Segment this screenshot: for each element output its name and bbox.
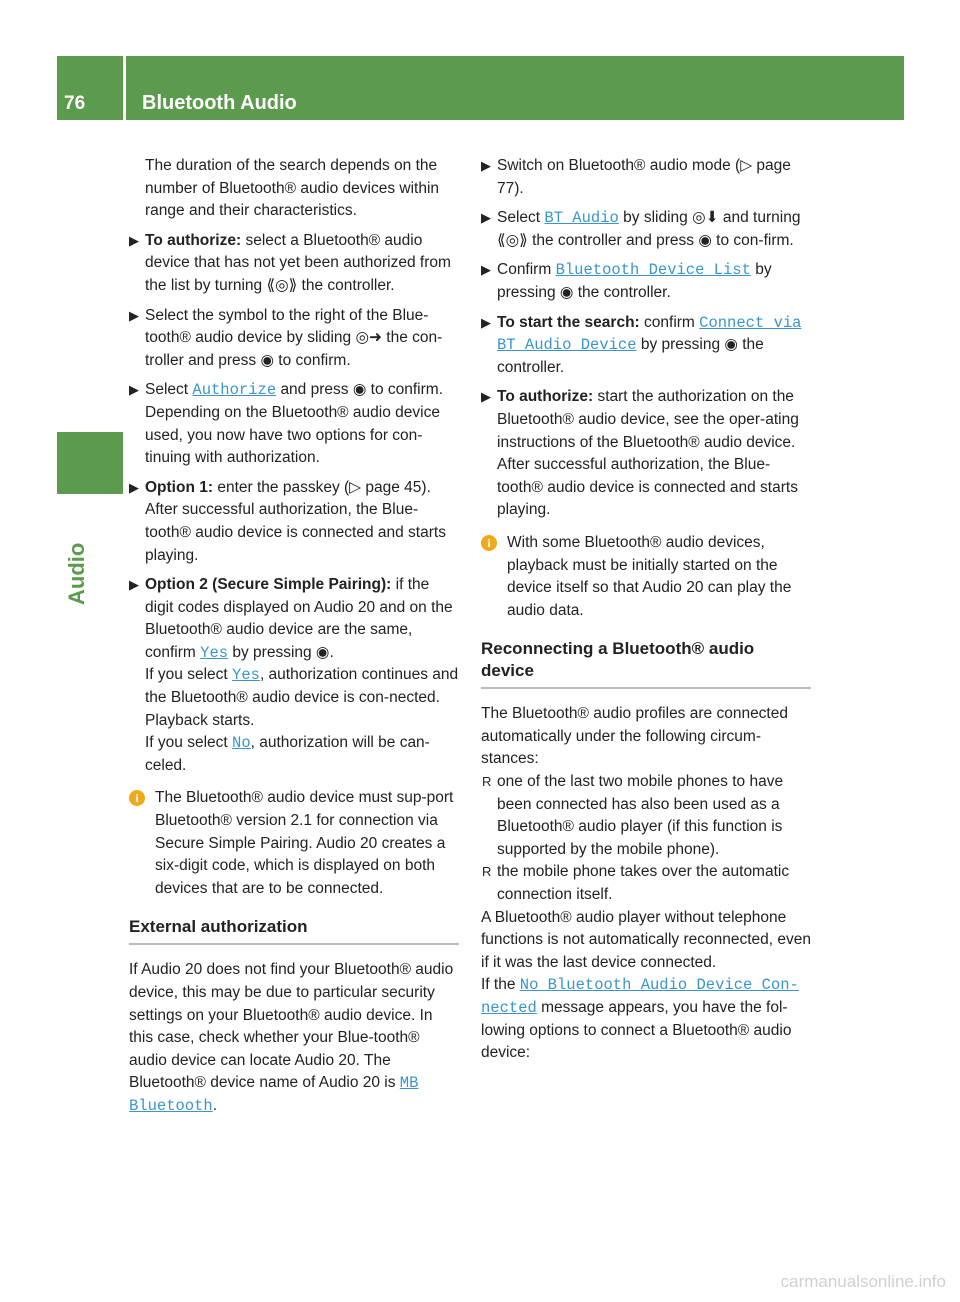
step-label: Option 2 (Secure Simple Pairing): bbox=[145, 576, 392, 594]
step-text: by pressing ◉ the controller. bbox=[497, 261, 772, 301]
list-item-text: the mobile phone takes over the automatic connection itself. bbox=[497, 863, 790, 904]
step-arrow-icon: ▶ bbox=[129, 479, 139, 495]
step-confirm-device-list bbox=[481, 259, 811, 304]
info-icon: i bbox=[129, 790, 145, 806]
step-label: To authorize: bbox=[497, 388, 594, 406]
reconnect-intro: The Bluetooth® audio profiles are connected automatically under the following circum-stances: bbox=[481, 705, 788, 768]
menu-item-yes: Yes bbox=[232, 666, 260, 685]
paragraph-text: . bbox=[212, 1096, 218, 1114]
list-item bbox=[481, 861, 811, 906]
list-item-text: one of the last two mobile phones to have been connected has also been used as a Bluetooth® audio player (if this function is supported by the mobile phone). bbox=[497, 773, 784, 858]
menu-item-yes: Yes bbox=[200, 643, 229, 662]
step-select-authorize bbox=[129, 379, 459, 469]
menu-item-device-list: Bluetooth Device List bbox=[555, 261, 751, 280]
step-text: , authorization continues and the Bluetooth® audio device is con-nected. Playback starts. bbox=[145, 666, 459, 729]
step-authorize bbox=[481, 386, 811, 522]
section-heading: External authorization bbox=[129, 916, 459, 945]
step-arrow-icon: ▶ bbox=[481, 389, 491, 405]
step-text: by pressing ◉. bbox=[232, 643, 334, 661]
step-option-1 bbox=[129, 477, 459, 567]
step-select-symbol bbox=[129, 305, 459, 373]
step-text: Select the symbol to the right of the Blue-tooth® audio device by sliding ◎➜ the con-troller and press ◉ to confirm. bbox=[145, 306, 443, 369]
info-note bbox=[481, 532, 811, 622]
step-text: by sliding ◎⬇ and turning ⟪◎⟫ the controller and press ◉ to con-firm. bbox=[497, 209, 801, 249]
menu-item-authorize: Authorize bbox=[192, 381, 277, 400]
intro-paragraph: The duration of the search depends on the number of Bluetooth® audio devices within range and their characteristics. bbox=[145, 157, 440, 220]
step-arrow-icon: ▶ bbox=[481, 314, 491, 330]
step-text: start the authorization on the Bluetooth® audio device, see the oper-ating instructions of the Bluetooth® audio device. bbox=[497, 388, 799, 451]
step-detail-yes bbox=[145, 664, 459, 732]
info-text: With some Bluetooth® audio devices, playback must be initially started on the device itself so that Audio 20 can play the audio data. bbox=[507, 533, 792, 619]
right-column bbox=[481, 155, 811, 1065]
step-arrow-icon: ▶ bbox=[481, 158, 491, 173]
step-detail: After successful authorization, the Blue-tooth® audio device is connected and starts playing. bbox=[497, 456, 798, 519]
step-start-search bbox=[481, 312, 811, 380]
device-name-code: MB Bluetooth bbox=[129, 1074, 419, 1115]
bullet-icon: R bbox=[482, 774, 492, 790]
paragraph-text: If the bbox=[481, 976, 516, 994]
step-arrow-icon: ▶ bbox=[129, 577, 139, 593]
menu-item-bt-audio: BT Audio bbox=[544, 209, 619, 228]
step-label: To authorize: bbox=[145, 231, 242, 249]
paragraph: A Bluetooth® audio player without telephone functions is not automatically reconnected, even if it was the last device connected. bbox=[481, 908, 811, 971]
step-arrow-icon: ▶ bbox=[481, 210, 491, 226]
step-text: If you select bbox=[145, 666, 228, 684]
message-no-device: No Bluetooth Audio Device Con-nected bbox=[481, 976, 799, 1017]
info-text: The Bluetooth® audio device must sup-port Bluetooth® version 2.1 for connection via Secure Simple Pairing. Audio 20 creates a six-digit code, which is displayed on both devices that are to be connected. bbox=[155, 789, 454, 897]
side-tab-marker bbox=[57, 432, 123, 494]
step-text: confirm bbox=[644, 313, 695, 331]
step-arrow-icon: ▶ bbox=[481, 262, 491, 278]
watermark: carmanualsonline.info bbox=[780, 1272, 946, 1291]
step-label: Option 1: bbox=[145, 478, 214, 496]
step-arrow-icon: ▶ bbox=[129, 232, 139, 248]
step-text: Select bbox=[145, 381, 189, 399]
ext-paragraph bbox=[129, 959, 459, 1117]
menu-item-connect: Connect via BT Audio Device bbox=[497, 313, 802, 355]
step-switch-on bbox=[481, 155, 811, 200]
info-icon: i bbox=[481, 535, 497, 551]
page-title: Bluetooth Audio bbox=[142, 92, 297, 114]
step-authorize bbox=[129, 230, 459, 298]
step-text: select a Bluetooth® audio device that has not yet been authorized from the list by turning ⟪◎⟫ the controller. bbox=[145, 231, 451, 294]
step-detail: Depending on the Bluetooth® audio device used, you now have two options for con-tinuing with authorization. bbox=[145, 403, 440, 467]
page-number: 76 bbox=[64, 93, 86, 114]
step-text: if the digit codes displayed on Audio 20 and on the Bluetooth® audio device are the same, confirm bbox=[145, 576, 453, 661]
step-select-bt-audio bbox=[481, 207, 811, 252]
step-text: enter the passkey (▷ page 45). bbox=[217, 478, 431, 496]
left-column bbox=[129, 155, 459, 1118]
step-text: Switch on Bluetooth® audio mode (▷ page 77). bbox=[497, 157, 791, 197]
step-text: Confirm bbox=[497, 261, 552, 279]
paragraph-no-device bbox=[481, 974, 811, 1064]
step-text: by pressing ◉ the controller. bbox=[497, 336, 764, 376]
step-text: If you select bbox=[145, 734, 228, 752]
step-text: Select bbox=[497, 209, 541, 227]
step-arrow-icon: ▶ bbox=[129, 307, 139, 323]
step-arrow-icon: ▶ bbox=[129, 382, 139, 398]
step-text: and press ◉ to confirm. bbox=[280, 381, 443, 399]
list-item bbox=[481, 771, 811, 861]
step-detail-no bbox=[145, 732, 459, 777]
step-detail: After successful authorization, the Blue-tooth® audio device is connected and starts playing. bbox=[145, 501, 446, 564]
paragraph-text: If Audio 20 does not find your Bluetooth® audio device, this may be due to particular security settings on your Bluetooth® audio device. In this case, check whether your Blue-tooth® audio device can locate Audio 20. The Bluetooth® device name of Audio 20 is bbox=[129, 961, 454, 1092]
paragraph-text: message appears, you have the fol-lowing options to connect a Bluetooth® audio device: bbox=[481, 999, 792, 1062]
step-label: To start the search: bbox=[497, 313, 640, 331]
side-tab-label: Audio bbox=[64, 542, 89, 605]
bullet-icon: R bbox=[482, 864, 492, 880]
menu-item-no: No bbox=[232, 734, 251, 753]
step-text: , authorization will be can-celed. bbox=[145, 734, 430, 774]
section-heading: Reconnecting a Bluetooth® audio device bbox=[481, 638, 811, 689]
step-option-2 bbox=[129, 574, 459, 777]
info-note bbox=[129, 787, 459, 900]
